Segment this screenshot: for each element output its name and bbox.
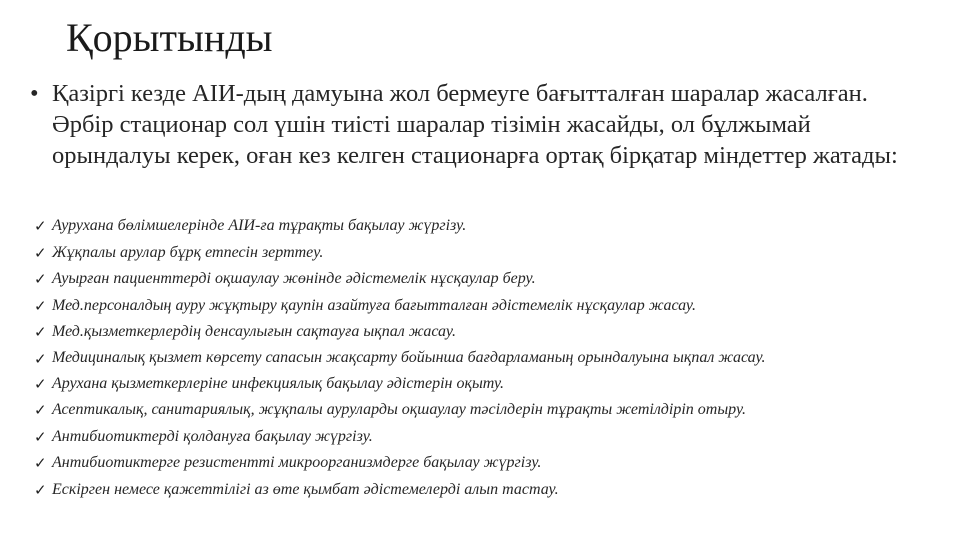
list-item-text: Антибиотиктерге резистентті микроорганизмдерге бақылау жүргізу. <box>52 454 542 472</box>
checkmark-icon: ✓ <box>34 427 47 446</box>
list-item <box>34 376 939 392</box>
list-item-text: Жұқпалы арулар бұрқ етпесін зерттеу. <box>52 243 324 261</box>
checkmark-icon: ✓ <box>34 323 47 342</box>
list-item-text: Антибиотиктерді қолдануға бақылау жүргізу. <box>52 427 373 445</box>
list-item <box>34 298 939 314</box>
list-item <box>34 429 939 445</box>
bullet-dot-icon: • <box>30 80 39 107</box>
checkmark-icon: ✓ <box>34 243 47 262</box>
list-item <box>34 271 939 287</box>
checkmark-icon: ✓ <box>34 217 47 235</box>
checkmark-icon: ✓ <box>34 349 47 368</box>
list-item <box>34 218 939 234</box>
intro-text: Қазіргі кезде АІИ-дың дамуына жол бермеуге бағытталған шаралар жасалған. Әрбір стационар сол үшін тиісті шаралар тізімін жасайды, ол бұлжымай орындалуы керек, оған кез келген стационарға ортақ бірқатар міндеттер жатады: <box>52 80 898 169</box>
list-item <box>34 402 939 418</box>
slide-title: Қорытынды <box>66 15 273 60</box>
intro-paragraph <box>30 78 930 171</box>
checkmark-icon: ✓ <box>34 480 47 499</box>
list-item <box>34 455 939 471</box>
list-item-text: Ескірген немесе қажеттілігі аз өте қымбат әдістемелерді алып тастау. <box>52 480 559 498</box>
list-item <box>34 348 939 368</box>
checkmark-icon: ✓ <box>34 401 47 420</box>
list-item-text: Медициналық қызмет көрсету сапасын жақсарту бойынша бағдарламаның орындалуына ықпал жасау. <box>52 348 766 366</box>
list-item-text: Арухана қызметкерлеріне инфекциялық бақылау әдістерін оқыту. <box>52 374 505 392</box>
list-item-text: Асептикалық, санитариялық, жұқпалы ауруларды оқшаулау тәсілдерін тұрақты жетілдіріп отыру. <box>52 401 747 419</box>
list-item-text: Аурухана бөлімшелерінде АІИ-ға тұрақты бақылау жүргізу. <box>52 217 467 234</box>
checkmark-icon: ✓ <box>34 374 47 393</box>
list-item-text: Ауырған пациенттерді оқшаулау жөнінде әдістемелік нұсқаулар беру. <box>52 270 536 288</box>
list-item <box>34 482 939 498</box>
list-item-text: Мед.персоналдың ауру жұқтыру қаупін азайтуға бағытталған әдістемелік нұсқаулар жасау. <box>52 296 697 314</box>
task-checklist <box>34 218 939 509</box>
list-item-text: Мед.қызметкерлердің денсаулығын сақтауға ықпал жасау. <box>52 323 456 341</box>
checkmark-icon: ✓ <box>34 296 47 315</box>
list-item <box>34 324 939 340</box>
checkmark-icon: ✓ <box>34 270 47 289</box>
checkmark-icon: ✓ <box>34 454 47 473</box>
list-item <box>34 245 939 261</box>
